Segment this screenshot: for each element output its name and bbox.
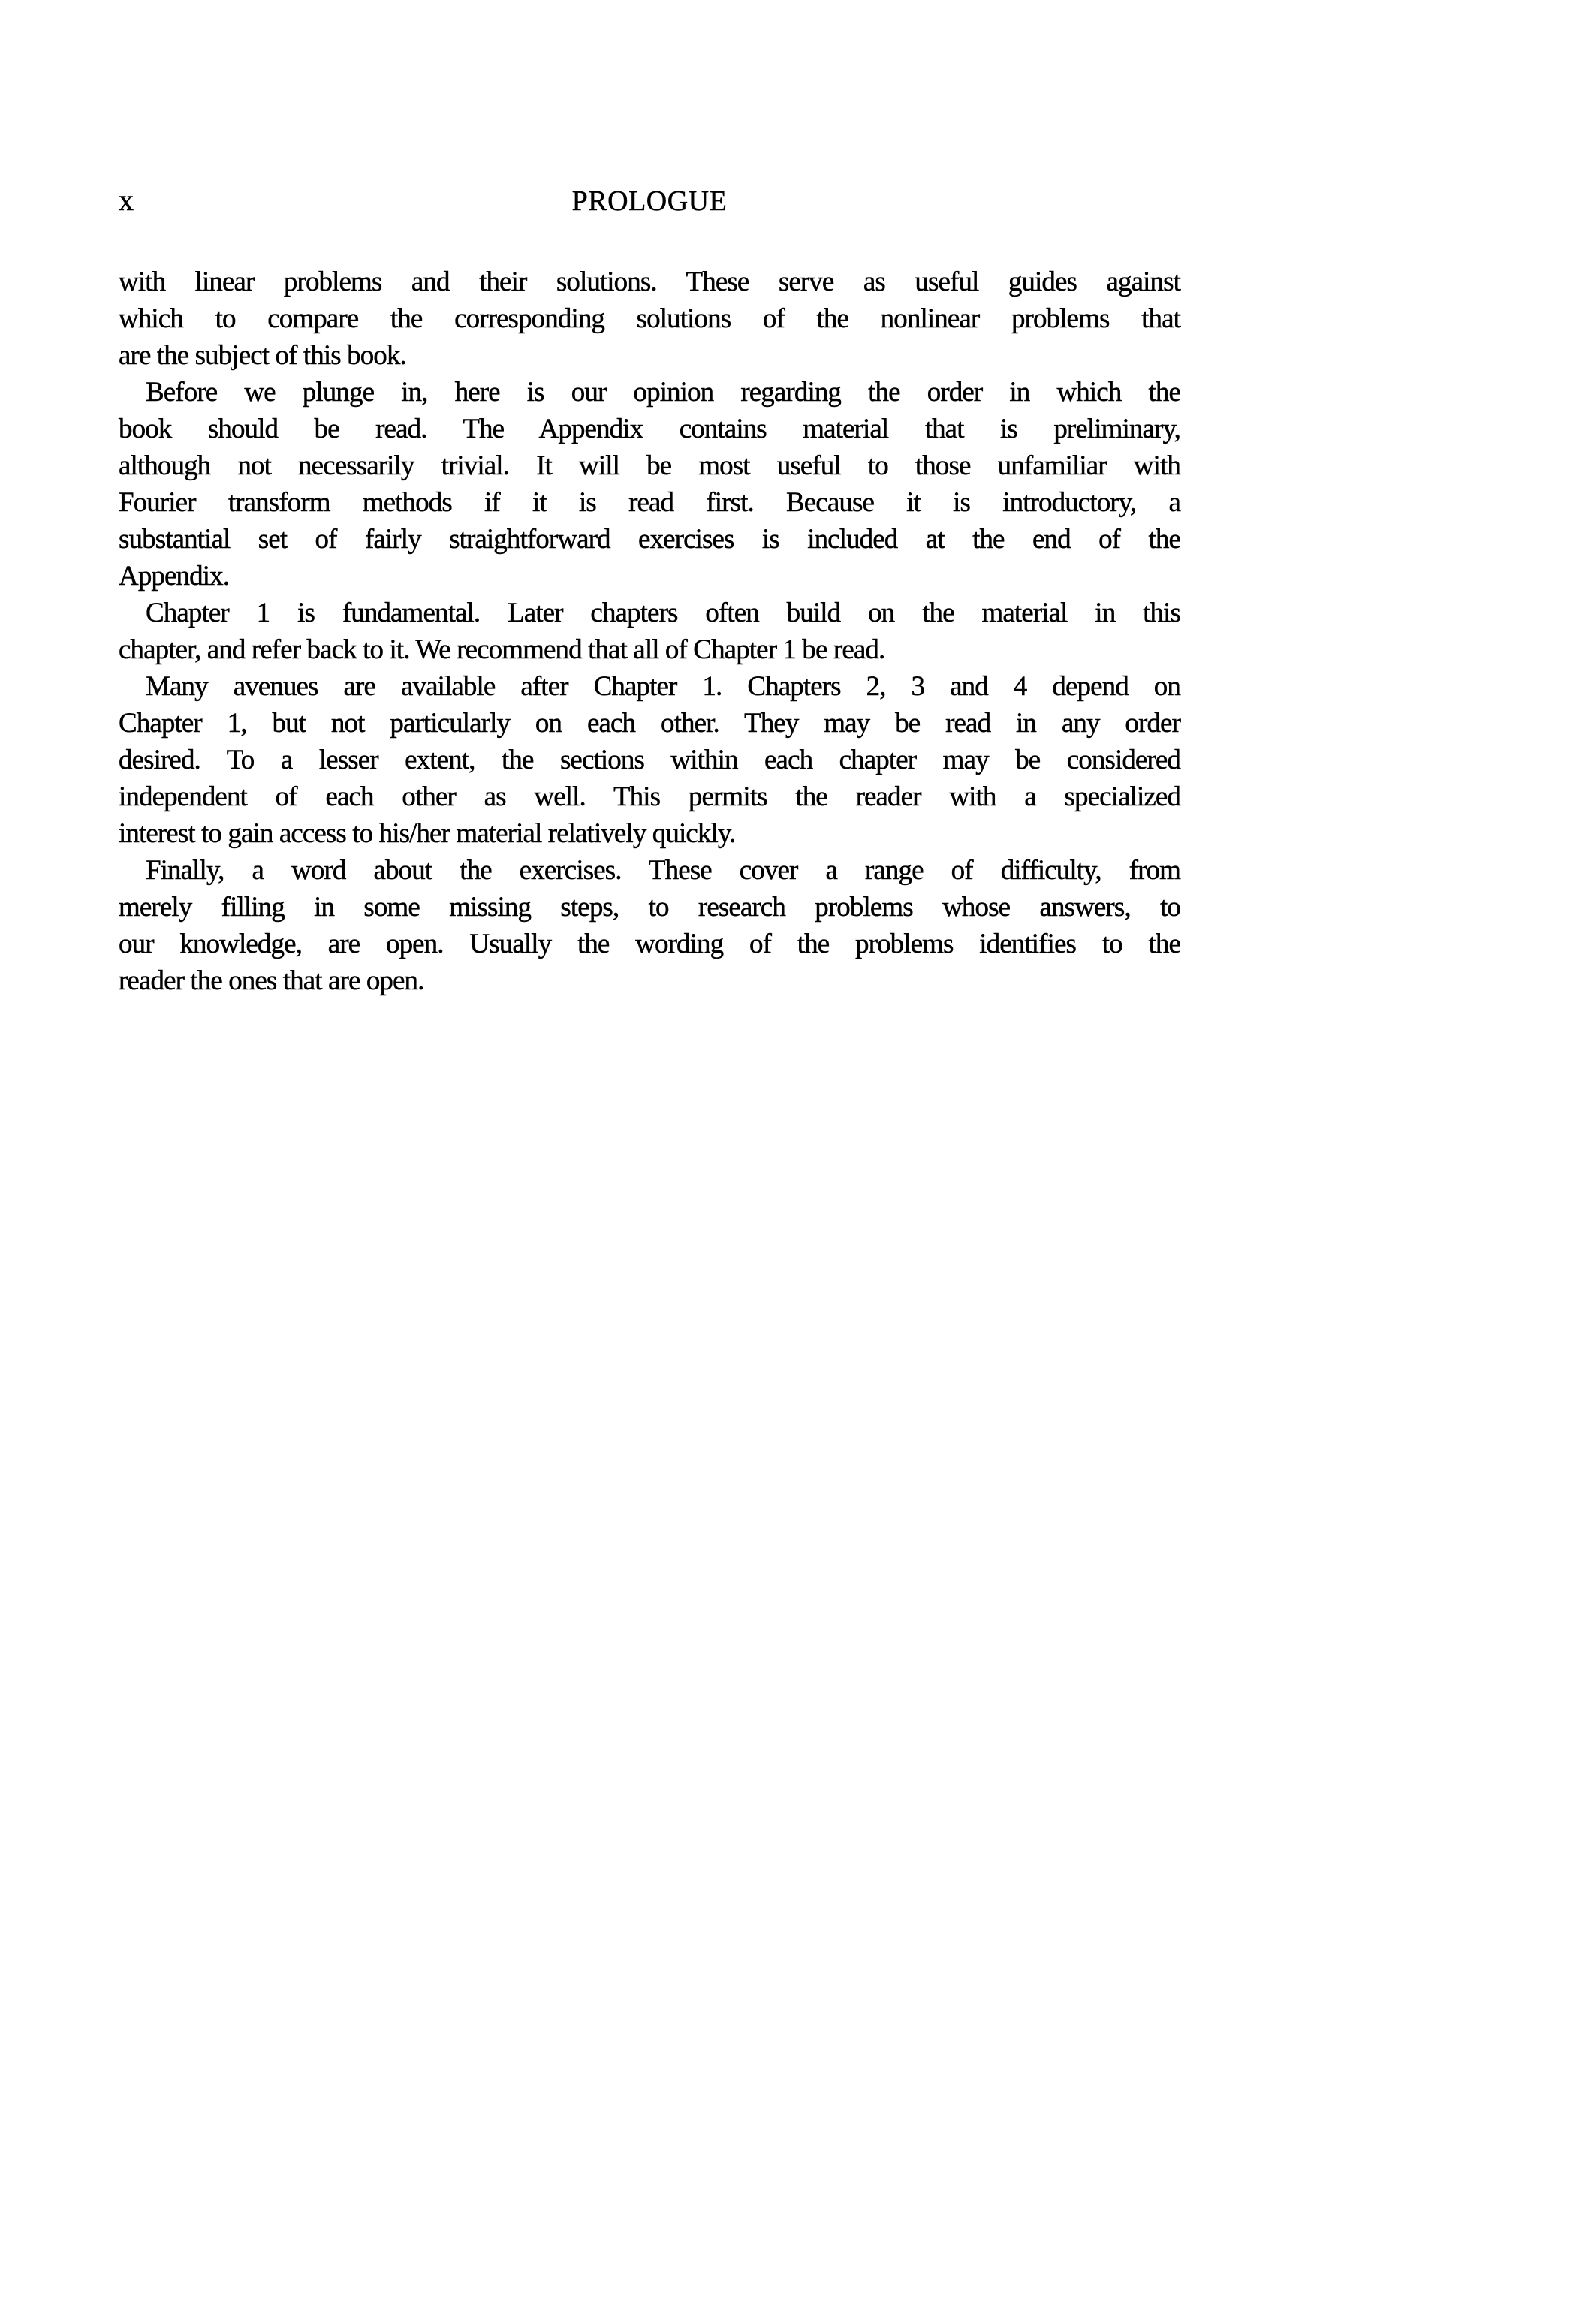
text-line: substantial set of fairly straightforward exercises is included at the end of the [119, 524, 1180, 555]
text-line: book should be read. The Appendix contains material that is preliminary, [119, 414, 1180, 444]
text-line: Chapter 1 is fundamental. Later chapters often build on the material in this [146, 598, 1180, 628]
body-text [119, 263, 1180, 999]
text-line: Many avenues are available after Chapter 1. Chapters 2, 3 and 4 depend on [146, 671, 1180, 702]
text-line: Appendix. [119, 561, 230, 592]
text-line: with linear problems and their solutions. These serve as useful guides against [119, 266, 1180, 297]
text-line: which to compare the corresponding solutions of the nonlinear problems that [119, 303, 1180, 334]
page-number: x [119, 183, 134, 217]
text-line: chapter, and refer back to it. We recommend that all of Chapter 1 be read. [119, 634, 885, 665]
text-line: are the subject of this book. [119, 340, 406, 371]
text-line: Fourier transform methods if it is read first. Because it is introductory, a [119, 487, 1180, 518]
text-line: desired. To a lesser extent, the sections within each chapter may be considered [119, 745, 1180, 775]
text-line: our knowledge, are open. Usually the wording of the problems identifies to the [119, 929, 1180, 959]
text-line: Chapter 1, but not particularly on each other. They may be read in any order [119, 708, 1180, 739]
running-header: PROLOGUE [571, 185, 728, 217]
text-line: Before we plunge in, here is our opinion regarding the order in which the [146, 377, 1180, 408]
text-line: Finally, a word about the exercises. These cover a range of difficulty, from [146, 855, 1180, 886]
text-line: independent of each other as well. This permits the reader with a specialized [119, 781, 1180, 812]
text-line: merely filling in some missing steps, to research problems whose answers, to [119, 892, 1180, 923]
text-line: although not necessarily trivial. It will be most useful to those unfamiliar with [119, 450, 1180, 481]
text-line: interest to gain access to his/her material relatively quickly. [119, 818, 736, 849]
text-line: reader the ones that are open. [119, 965, 424, 996]
